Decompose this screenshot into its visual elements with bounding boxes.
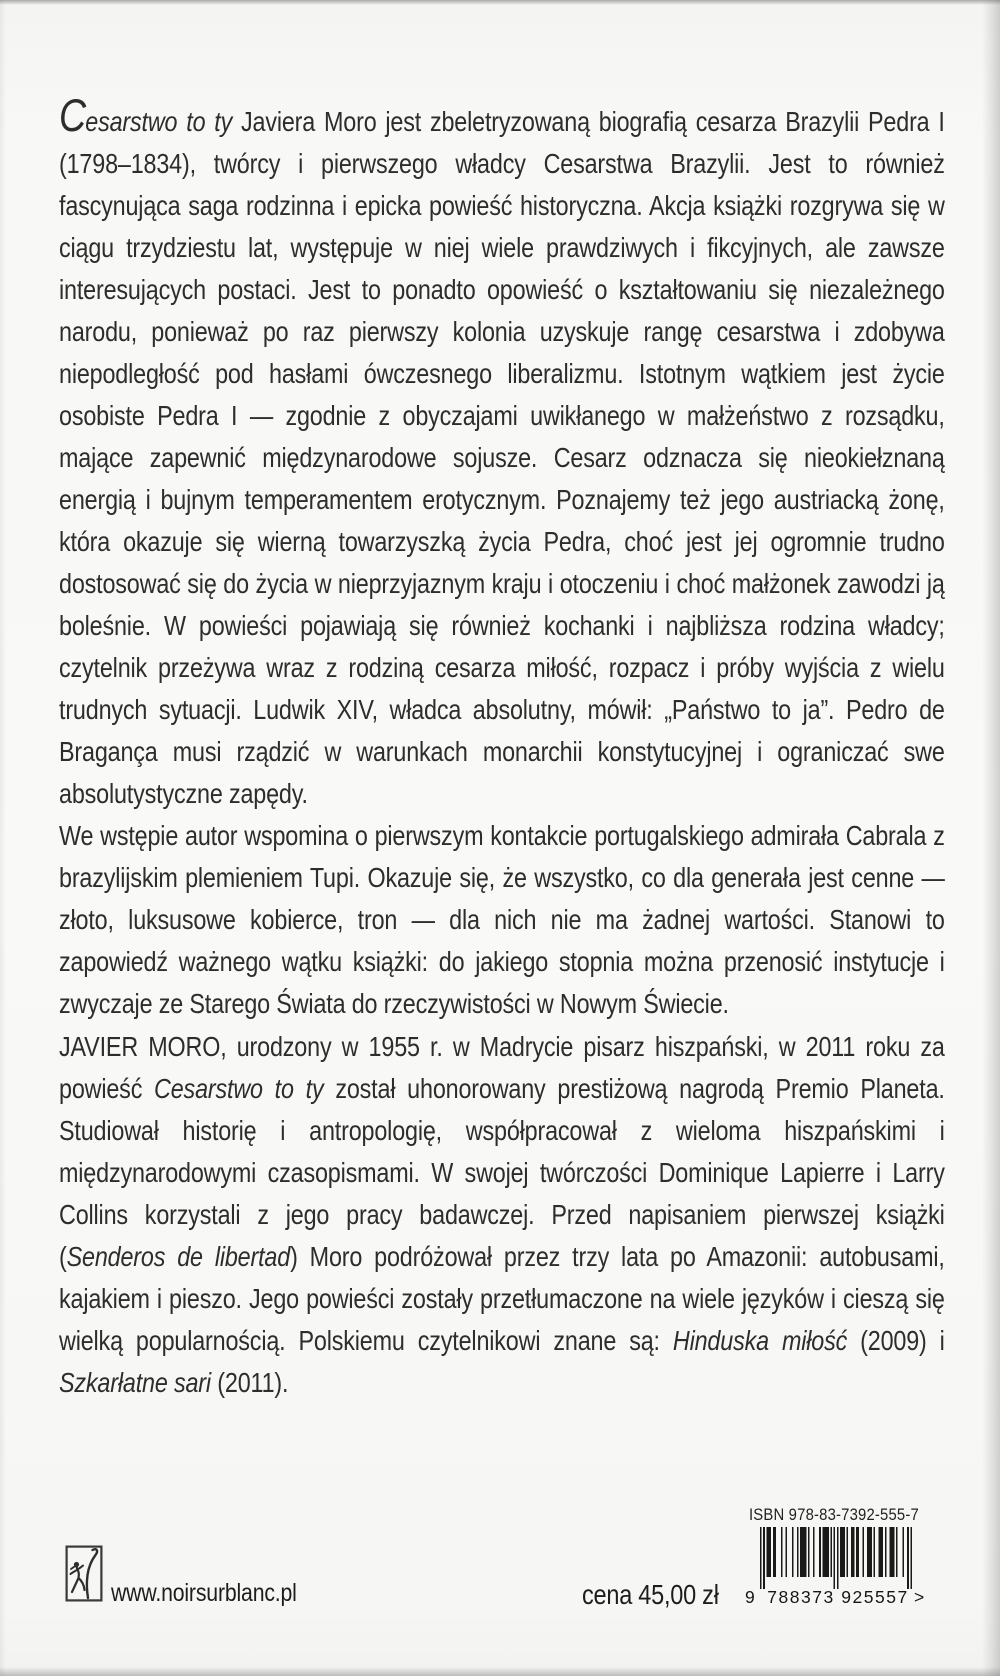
paragraph — [59, 90, 945, 815]
barcode-first-digit: 9 — [745, 1587, 755, 1607]
paragraph — [59, 815, 945, 1025]
text-run: C — [59, 90, 86, 141]
text-run: Szkarłatne sari — [59, 1367, 211, 1398]
author-bio-text — [59, 1026, 945, 1404]
barcode — [744, 1506, 934, 1612]
barcode-digits — [744, 1587, 934, 1609]
paragraph — [59, 1026, 945, 1404]
text-run: Cesarstwo to ty — [154, 1073, 324, 1104]
isbn-label: ISBN 978-83-7392-555-7 — [749, 1506, 919, 1524]
text-run: (2009) i — [847, 1325, 945, 1356]
barcode-bars — [760, 1527, 912, 1589]
barcode-right-group: 925557 — [841, 1587, 909, 1607]
text-run: JAVIER MORO, urodzony w 1955 r. w Madrycie pisarz hiszpański, w 2011 roku za powieść — [59, 1031, 945, 1104]
text-run: (2011). — [210, 1367, 289, 1398]
text-run: Javiera Moro jest zbeletryzowaną biografią cesarza Brazylii Pedra I (1798–1834), twórcy i pierwszego władcy Cesarstwa Brazylii. Jest to również fascynująca saga rodzinna i epicka powieść historyczna. Akcja książki rozgrywa się w ciągu trzydziestu lat, występuje w niej wiele prawdziwych i fikcyjnych, ale zawsze interesujących postaci. Jest to ponadto opowieść o kształtowaniu się niezależnego narodu, ponieważ po raz pierwszy kolonia uzyskuje rangę cesarstwa i zdobywa niepodległość pod hasłami ówczesnego liberalizmu. Istotnym wątkiem jest życie osobiste Pedra I — zgodnie z obyczajami uwikłanego w małżeństwo z rozsądku, mające zapewnić międzynarodowe sojusze. Cesarz odznacza się nieokiełznaną energią i bujnym temperamentem erotycznym. Poznajemy też jego austriacką żonę, która okazuje się wierną towarzyszką życia Pedra, choć jest jej ogromnie trudno dostosować się do życia w nieprzyjaznym kraju i otoczeniu i choć małżonek zawodzi ją boleśnie. W powieści pojawiają się również kochanki i najbliższa rodzina władcy; czytelnik przeżywa wraz z rodziną cesarza miłość, rozpacz i próby wyjścia z wielu trudnych sytuacji. Ludwik XIV, władca absolutny, mówił: „Państwo to ja”. Pedro de Bragança musi rządzić w warunkach monarchii konstytucyjnej i ograniczać swe absolutystyczne zapędy. — [59, 106, 945, 809]
text-run: Hinduska miłość — [672, 1325, 848, 1356]
text-run: esarstwo to ty — [85, 106, 233, 137]
scan-edge-bottom — [0, 1667, 1000, 1676]
text-run: ) Moro podróżował przez trzy lata po Amazonii: autobusami, kajakiem i pieszo. Jego powieści zostały przetłumaczone na wiele języków i cieszą się wielką popularnością. Polskiemu czytelnikowi znane są: — [59, 1241, 945, 1356]
text-run: Senderos de libertad — [66, 1241, 291, 1272]
scan-edge-left — [0, 0, 6, 1676]
publisher-logo-icon — [65, 1545, 103, 1602]
scan-edge-right — [982, 0, 1000, 1676]
barcode-suffix: > — [914, 1587, 925, 1607]
description-text — [59, 90, 945, 1025]
website-url: www.noirsurblanc.pl — [111, 1579, 297, 1607]
barcode-left-group: 788373 — [767, 1587, 835, 1607]
text-run: We wstępie autor wspomina o pierwszym kontakcie portugalskiego admirała Cabrala z brazylijskim plemieniem Tupi. Okazuje się, że wszystko, co dla generała jest cenne — złoto, luksusowe kobierce, tron — dla nich nie ma żadnej wartości. Stanowi to zapowiedź ważnego wątku książki: do jakiego stopnia można przenosić instytucje i zwyczaje ze Starego Świata do rzeczywistości w Nowym Świecie. — [59, 820, 945, 1019]
text-run: został uhonorowany prestiżową nagrodą Premio Planeta. Studiował historię i antropologię, współpracował z wieloma hiszpańskimi i międzynarodowymi czasopismami. W swojej twórczości Dominique Lapierre i Larry Collins korzystali z jego pracy badawczej. Przed napisaniem pierwszej książki ( — [59, 1073, 945, 1272]
scan-edge-top — [0, 0, 1000, 5]
price-label: cena 45,00 zł — [582, 1579, 719, 1610]
